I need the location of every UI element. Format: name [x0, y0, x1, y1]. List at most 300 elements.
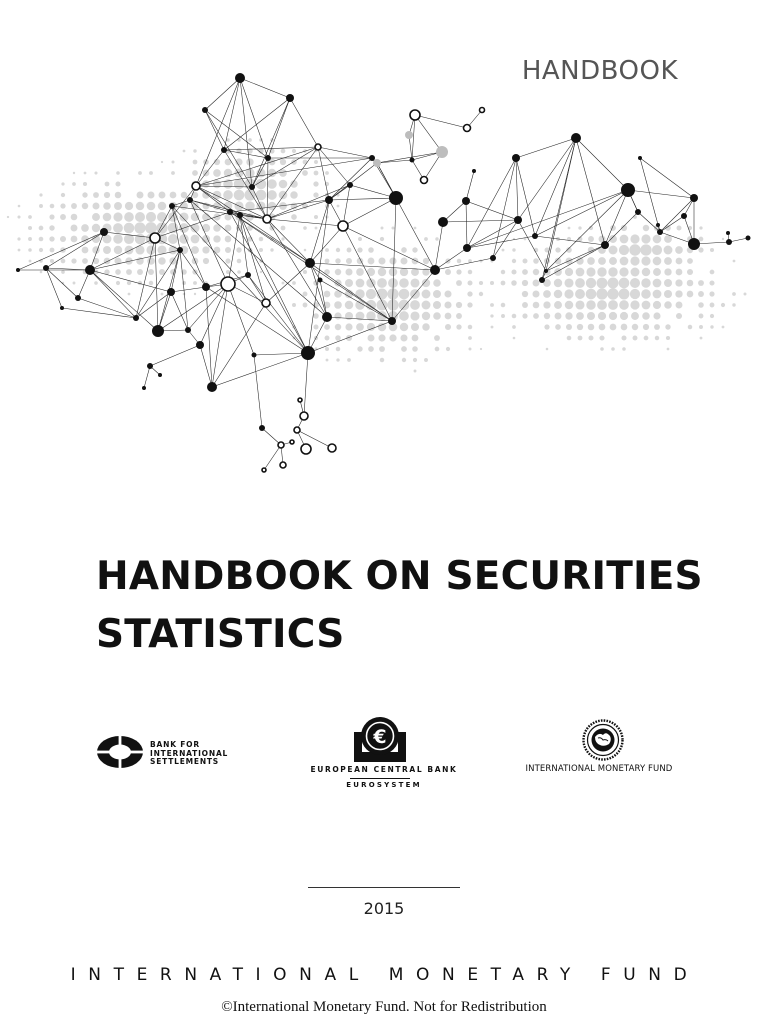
halftone-dot [422, 301, 431, 310]
halftone-dot [324, 269, 330, 275]
halftone-dot [159, 192, 166, 199]
network-node [133, 315, 139, 321]
halftone-dot [433, 279, 441, 287]
network-illustration [0, 60, 768, 480]
halftone-dot [191, 246, 199, 254]
halftone-dot [709, 291, 714, 296]
halftone-dot [147, 202, 156, 211]
halftone-dot [60, 203, 65, 208]
halftone-dot [326, 359, 329, 362]
halftone-dot [445, 324, 451, 330]
halftone-dot [61, 270, 65, 274]
network-node [746, 236, 751, 241]
halftone-dot [39, 248, 43, 252]
network-node [430, 265, 440, 275]
halftone-dot [578, 226, 581, 229]
halftone-dot [491, 326, 494, 329]
bis-logo-icon [96, 734, 144, 770]
network-node [100, 228, 108, 236]
network-edge [230, 212, 308, 353]
halftone-dot [609, 235, 617, 243]
network-edge [516, 158, 518, 220]
halftone-dot [389, 334, 396, 341]
halftone-dot [213, 180, 222, 189]
halftone-dot [50, 248, 55, 253]
halftone-dot [127, 281, 131, 285]
network-node [410, 110, 420, 120]
network-node [514, 216, 522, 224]
halftone-dot [664, 246, 673, 255]
halftone-dot [433, 290, 441, 298]
halftone-dot [587, 257, 595, 265]
network-edge [267, 219, 343, 226]
network-node [369, 155, 375, 161]
halftone-dot [568, 227, 571, 230]
halftone-dot [324, 291, 331, 298]
network-node [196, 341, 204, 349]
halftone-dot [608, 267, 617, 276]
halftone-dot [457, 259, 461, 263]
halftone-dot [103, 202, 111, 210]
halftone-dot [642, 301, 651, 310]
halftone-dot [290, 180, 297, 187]
halftone-dot [599, 324, 606, 331]
halftone-dot [401, 258, 408, 265]
halftone-dot [709, 280, 714, 285]
halftone-dot [699, 314, 704, 319]
halftone-dot [629, 244, 640, 255]
network-node [512, 154, 520, 162]
halftone-dot [128, 293, 131, 296]
network-node [301, 346, 315, 360]
halftone-dot [402, 358, 406, 362]
halftone-dot [267, 190, 277, 200]
network-node [265, 155, 271, 161]
halftone-dot [237, 270, 241, 274]
halftone-dot [512, 314, 517, 319]
halftone-dot [357, 346, 362, 351]
halftone-dot [50, 259, 54, 263]
halftone-dot [468, 325, 473, 330]
halftone-dot [699, 325, 703, 329]
network-node [202, 283, 210, 291]
halftone-dot [82, 192, 87, 197]
halftone-dot [619, 267, 628, 276]
halftone-dot [423, 258, 429, 264]
network-node [259, 425, 265, 431]
halftone-dot [401, 346, 407, 352]
halftone-dot [28, 226, 32, 230]
halftone-dot [280, 159, 286, 165]
network-edge [343, 198, 396, 226]
network-node [315, 144, 321, 150]
halftone-dot [596, 288, 607, 299]
network-edge [377, 160, 412, 163]
halftone-dot [732, 292, 736, 296]
network-node [249, 184, 255, 190]
network-edge [196, 147, 318, 186]
network-node [621, 183, 635, 197]
network-edge [206, 287, 212, 387]
halftone-dot [588, 324, 595, 331]
halftone-dot [270, 248, 273, 251]
halftone-dot [346, 258, 352, 264]
halftone-dot [61, 193, 65, 197]
halftone-dot [92, 224, 100, 232]
halftone-dot [180, 202, 188, 210]
halftone-dot [532, 290, 539, 297]
halftone-dot [412, 258, 419, 265]
halftone-dot [192, 192, 198, 198]
halftone-dot [433, 312, 441, 320]
halftone-dot [479, 292, 483, 296]
halftone-dot [356, 279, 365, 288]
halftone-dot [675, 246, 683, 254]
halftone-dot [113, 223, 123, 233]
halftone-dot [105, 182, 110, 187]
halftone-dot [410, 278, 419, 287]
halftone-dot [213, 213, 220, 220]
halftone-dot [92, 213, 100, 221]
halftone-dot [146, 245, 155, 254]
halftone-dot [632, 324, 638, 330]
network-edge [262, 428, 281, 445]
halftone-dot [84, 172, 87, 175]
network-node [436, 146, 448, 158]
halftone-dot [598, 257, 606, 265]
halftone-dot [641, 234, 650, 243]
halftone-dot [377, 278, 387, 288]
halftone-dot [248, 138, 252, 142]
halftone-dot [446, 347, 450, 351]
halftone-dot [588, 335, 593, 340]
halftone-dot [335, 324, 342, 331]
network-node [262, 299, 270, 307]
halftone-dot [71, 214, 78, 221]
network-node [185, 327, 191, 333]
halftone-dot [313, 192, 318, 197]
halftone-dot [158, 202, 166, 210]
network-edge [46, 268, 62, 308]
halftone-dot [410, 300, 420, 310]
halftone-dot [621, 335, 626, 340]
bis-line-1: BANK FOR [150, 740, 200, 749]
halftone-dot [115, 269, 121, 275]
halftone-dot [325, 171, 329, 175]
halftone-dot [698, 280, 704, 286]
halftone-dot [664, 290, 672, 298]
halftone-dot [698, 247, 703, 252]
halftone-dot [113, 234, 123, 244]
halftone-dot [413, 358, 417, 362]
halftone-dot [314, 215, 318, 219]
halftone-dot [399, 289, 410, 300]
halftone-dot [223, 190, 233, 200]
halftone-dot [700, 337, 703, 340]
network-node [726, 231, 730, 235]
network-node [464, 125, 471, 132]
halftone-dot [533, 269, 539, 275]
svg-text:€: € [373, 726, 387, 748]
halftone-dot [522, 302, 528, 308]
halftone-dot [502, 249, 505, 252]
halftone-dot [290, 191, 298, 199]
halftone-dot [640, 244, 651, 255]
halftone-dot [324, 324, 330, 330]
network-node [726, 239, 732, 245]
halftone-dot [410, 311, 419, 320]
network-node [280, 462, 286, 468]
imf-seal-icon [582, 719, 624, 761]
halftone-dot [575, 289, 585, 299]
halftone-dot [533, 258, 539, 264]
halftone-dot [653, 279, 662, 288]
halftone-dot [444, 290, 451, 297]
halftone-dot [620, 257, 629, 266]
halftone-dot [73, 172, 75, 174]
network-node [638, 156, 642, 160]
halftone-dot [501, 270, 505, 274]
halftone-dot [103, 246, 111, 254]
halftone-dot [544, 324, 549, 329]
halftone-dot [182, 281, 186, 285]
network-edge [144, 366, 150, 388]
halftone-dot [170, 192, 177, 199]
halftone-dot [378, 334, 385, 341]
halftone-dot [368, 335, 375, 342]
halftone-dot [158, 257, 166, 265]
halftone-dot [72, 182, 76, 186]
network-edge [267, 219, 327, 317]
halftone-dot [621, 324, 628, 331]
halftone-dot [126, 269, 132, 275]
halftone-dot [314, 325, 319, 330]
halftone-dot [642, 268, 650, 276]
halftone-dot [414, 227, 417, 230]
network-edge [310, 200, 329, 263]
halftone-dot [60, 236, 66, 242]
network-node [338, 221, 348, 231]
halftone-dot [279, 169, 287, 177]
network-edge [466, 171, 474, 201]
halftone-dot [565, 268, 573, 276]
network-edge [466, 201, 518, 220]
halftone-dot [619, 245, 629, 255]
network-edge [78, 298, 136, 318]
halftone-dot [422, 290, 431, 299]
halftone-dot [83, 182, 87, 186]
network-edge [212, 303, 266, 387]
halftone-dot [687, 280, 694, 287]
halftone-dot [137, 269, 143, 275]
halftone-dot [267, 179, 277, 189]
halftone-dot [456, 324, 461, 329]
halftone-dot [523, 259, 528, 264]
network-edge [640, 158, 660, 232]
halftone-dot [435, 347, 440, 352]
halftone-dot [92, 202, 99, 209]
halftone-dot [687, 269, 693, 275]
halftone-dot [335, 335, 341, 341]
halftone-dot [576, 312, 584, 320]
halftone-dot [237, 138, 241, 142]
halftone-dot [146, 212, 156, 222]
halftone-dot [302, 170, 308, 176]
halftone-dot [467, 291, 472, 296]
halftone-dot [414, 370, 417, 373]
halftone-dot [512, 248, 515, 251]
network-node [544, 269, 548, 273]
network-node [300, 412, 308, 420]
halftone-dot [677, 226, 682, 231]
halftone-dot [336, 248, 340, 252]
halftone-dot [292, 281, 296, 285]
halftone-dot [183, 293, 186, 296]
network-node [290, 440, 294, 444]
halftone-dot [401, 247, 407, 253]
network-edge [640, 158, 694, 198]
halftone-dot [291, 214, 297, 220]
network-node [635, 209, 641, 215]
halftone-dot [103, 213, 112, 222]
network-edge [329, 158, 372, 200]
network-edge [150, 345, 200, 366]
halftone-dot [597, 300, 607, 310]
halftone-dot [71, 236, 78, 243]
halftone-dot [400, 323, 408, 331]
halftone-dot [345, 301, 354, 310]
halftone-dot [325, 259, 330, 264]
publication-year: 2015 [363, 899, 405, 918]
halftone-dot [522, 269, 528, 275]
halftone-dot [303, 226, 307, 230]
halftone-dot [687, 258, 693, 264]
network-edge [90, 250, 180, 270]
halftone-dot [334, 312, 341, 319]
halftone-dot [114, 246, 122, 254]
network-edge [267, 200, 329, 219]
halftone-dot [345, 323, 352, 330]
halftone-dot [469, 348, 472, 351]
halftone-dot [633, 215, 637, 219]
halftone-dot [522, 280, 528, 286]
network-edge [466, 201, 467, 248]
network-node [235, 73, 245, 83]
halftone-dot [335, 258, 340, 263]
network-edge [171, 287, 206, 292]
network-node [532, 233, 538, 239]
halftone-dot [389, 257, 396, 264]
network-edge [205, 110, 224, 150]
halftone-dot [567, 336, 572, 341]
halftone-dot [480, 260, 483, 263]
halftone-dot [566, 324, 572, 330]
network-node [227, 209, 233, 215]
halftone-dot [148, 269, 154, 275]
halftone-dot [564, 289, 573, 298]
halftone-dot [148, 192, 155, 199]
halftone-dot [565, 301, 574, 310]
halftone-dot [630, 256, 639, 265]
halftone-dot [269, 148, 274, 153]
halftone-dot [511, 269, 516, 274]
halftone-dot [609, 257, 617, 265]
network-edge [172, 206, 206, 287]
halftone-dot [145, 222, 157, 234]
halftone-dot [336, 347, 341, 352]
halftone-dot [597, 278, 608, 289]
halftone-dot [664, 279, 672, 287]
halftone-dot [512, 259, 516, 263]
network-edge [206, 287, 308, 353]
halftone-dot [356, 323, 364, 331]
halftone-dot [303, 292, 308, 297]
year-divider [308, 887, 460, 888]
network-node [252, 353, 257, 358]
halftone-dot [335, 269, 341, 275]
halftone-dot [424, 358, 428, 362]
halftone-dot [115, 181, 120, 186]
halftone-dot [134, 222, 145, 233]
halftone-dot [40, 271, 43, 274]
network-edge [576, 138, 628, 190]
halftone-dot [546, 348, 549, 351]
halftone-dot [490, 281, 494, 285]
halftone-dot [664, 301, 672, 309]
halftone-dot [378, 268, 386, 276]
handbook-label: HANDBOOK [521, 56, 678, 86]
halftone-dot [412, 346, 418, 352]
halftone-dot [511, 280, 517, 286]
halftone-dot [468, 270, 472, 274]
halftone-dot [620, 235, 629, 244]
halftone-dot [578, 336, 583, 341]
network-node [245, 272, 251, 278]
halftone-dot [7, 216, 9, 218]
halftone-dot [29, 260, 32, 263]
halftone-dot [422, 323, 429, 330]
network-edge [377, 152, 442, 163]
halftone-dot [468, 281, 473, 286]
halftone-dot [392, 227, 395, 230]
network-node [318, 278, 323, 283]
network-node [187, 197, 193, 203]
network-node [539, 277, 545, 283]
halftone-dot [116, 281, 120, 285]
halftone-dot [313, 302, 319, 308]
network-node [152, 325, 164, 337]
network-node [656, 223, 660, 227]
halftone-dot [17, 237, 20, 240]
halftone-dot [611, 347, 615, 351]
halftone-dot [125, 246, 134, 255]
halftone-dot [655, 336, 659, 340]
network-node [150, 233, 160, 243]
bis-line-2: INTERNATIONAL [150, 748, 229, 758]
halftone-dot [347, 358, 351, 362]
network-node [298, 398, 302, 402]
halftone-dot [292, 303, 296, 307]
halftone-dot [61, 182, 64, 185]
halftone-dot [18, 205, 21, 208]
network-node [294, 427, 300, 433]
network-edge [518, 220, 546, 271]
halftone-dot [490, 314, 493, 317]
halftone-dot [554, 290, 562, 298]
halftone-dot [366, 289, 376, 299]
network-node [147, 363, 153, 369]
halftone-dot [522, 291, 528, 297]
